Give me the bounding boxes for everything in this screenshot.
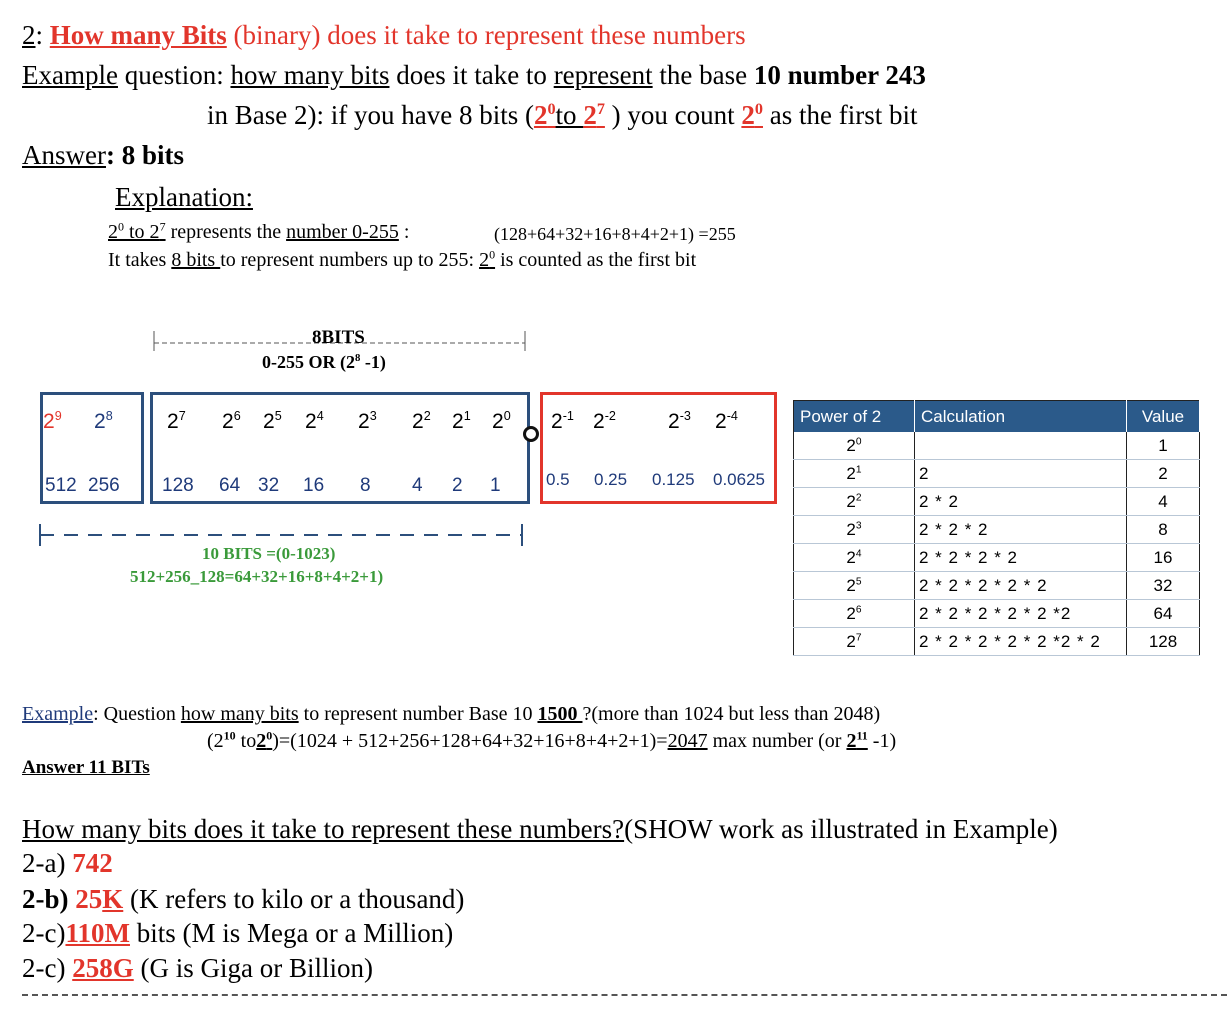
power-2-6: $2^6$ — [222, 409, 241, 433]
example2-answer: Answer 11 BITs — [22, 757, 150, 778]
table-header-value: Value — [1127, 401, 1200, 433]
explanation-title: Explanation: — [115, 182, 253, 212]
power-2-neg3: $2^{-3}$ — [668, 409, 691, 433]
value-32: 32 — [258, 475, 280, 496]
ten-bits-sum: 512+256_128=64+32+16+8+4+2+1) — [130, 567, 384, 586]
value-16: 16 — [303, 475, 325, 496]
value-4: 4 — [412, 475, 423, 496]
value-0-5: 0.5 — [546, 470, 570, 489]
example2-question: Example: Question how many bits to represent number Base 10 1500 ?(more than 1024 but less than 2048) — [22, 703, 881, 725]
explanation-line2: It takes 8 bits to represent numbers up to 255: $2^0$ is counted as the first bit — [108, 247, 697, 271]
power-2-neg2: $2^{-2}$ — [593, 409, 616, 433]
power-2-0: $2^0$ — [492, 409, 511, 433]
table-row: $2^0$ 1 — [794, 432, 1200, 460]
example-question: Example question: how many bits does it take to represent the base 10 number 243 — [22, 60, 926, 90]
power-2-4: $2^4$ — [305, 409, 324, 433]
table-header-row — [794, 401, 1200, 433]
table-row: $2^1$ 2 2 — [794, 460, 1200, 488]
value-2: 2 — [452, 475, 463, 496]
power-2-3: $2^3$ — [358, 409, 377, 433]
table-header-power: Power of 2 — [794, 401, 915, 433]
table-row: $2^3$ 2 * 2 * 2 8 — [794, 516, 1200, 544]
question-title: 2: How many Bits (binary) does it take to represent these numbers — [22, 20, 746, 50]
power-2-1: $2^1$ — [452, 409, 471, 433]
ten-bits-label: 10 BITS =(0-1023) — [202, 544, 336, 563]
power-2-9: $2^9$ — [43, 409, 62, 433]
questions-heading: How many bits does it take to represent these numbers?(SHOW work as illustrated in Example) — [22, 814, 1058, 844]
explanation-line1: $2^0$ to $2^7$ represents the number 0-255 : — [108, 219, 410, 243]
value-256: 256 — [88, 475, 120, 496]
power-2-neg1: $2^{-1}$ — [551, 409, 574, 433]
table-row: $2^5$ 2 * 2 * 2 * 2 * 2 32 — [794, 572, 1200, 600]
example-line-base2: in Base 2): if you have 8 bits ($2^0to$ $2^7$ ) you count $2^0$ as the first bit — [207, 100, 918, 130]
table-row: $2^6$ 2 * 2 * 2 * 2 * 2 *2 64 — [794, 600, 1200, 628]
value-8: 8 — [360, 475, 371, 496]
question-2b: 2-b) 25K (K refers to kilo or a thousand) — [22, 884, 465, 914]
question-2a: 2-a) 742 — [22, 848, 113, 878]
explanation-sum: (128+64+32+16+8+4+2+1) =255 — [494, 224, 736, 244]
value-512: 512 — [45, 475, 77, 496]
value-0-0625: 0.0625 — [713, 470, 765, 489]
example2-work: ($2^{10}$ $to2^0)=(1024 + 512+256+128+64+32+16+8+4+2+1)=2047$ max number (or $2^{11}$ -1) — [207, 728, 897, 752]
table-row: $2^7$ 2 * 2 * 2 * 2 * 2 *2 * 2 128 — [794, 628, 1200, 656]
powers-of-two-table — [793, 400, 1200, 656]
value-0-125: 0.125 — [652, 470, 695, 489]
eight-bits-range: 0-255 OR ($2^8$ -1) — [262, 352, 386, 372]
question-2c-giga: 2-c) 258G (G is Giga or Billion) — [22, 953, 373, 983]
power-2-2: $2^2$ — [412, 409, 431, 433]
binary-point-marker — [523, 426, 539, 442]
value-0-25: 0.25 — [594, 470, 628, 489]
bits-7-0-box — [150, 392, 530, 504]
question-2c-mega: 2-c)110M bits (M is Mega or a Million) — [22, 918, 454, 948]
title-highlight: How many Bits — [49, 20, 227, 50]
bottom-divider — [22, 994, 1227, 996]
value-1: 1 — [490, 475, 501, 496]
power-2-neg4: $2^{-4}$ — [715, 409, 738, 433]
table-row: $2^4$ 2 * 2 * 2 * 2 16 — [794, 544, 1200, 572]
power-2-5: $2^5$ — [263, 409, 282, 433]
power-2-7: $2^7$ — [167, 409, 186, 433]
answer-line: Answer: 8 bits — [22, 140, 184, 170]
value-64: 64 — [219, 475, 241, 496]
eight-bits-label: 8BITS — [312, 327, 365, 348]
table-header-calculation: Calculation — [915, 401, 1127, 433]
power-2-8: $2^8$ — [94, 409, 113, 433]
value-128: 128 — [162, 475, 194, 496]
table-row: $2^2$ 2 * 2 4 — [794, 488, 1200, 516]
